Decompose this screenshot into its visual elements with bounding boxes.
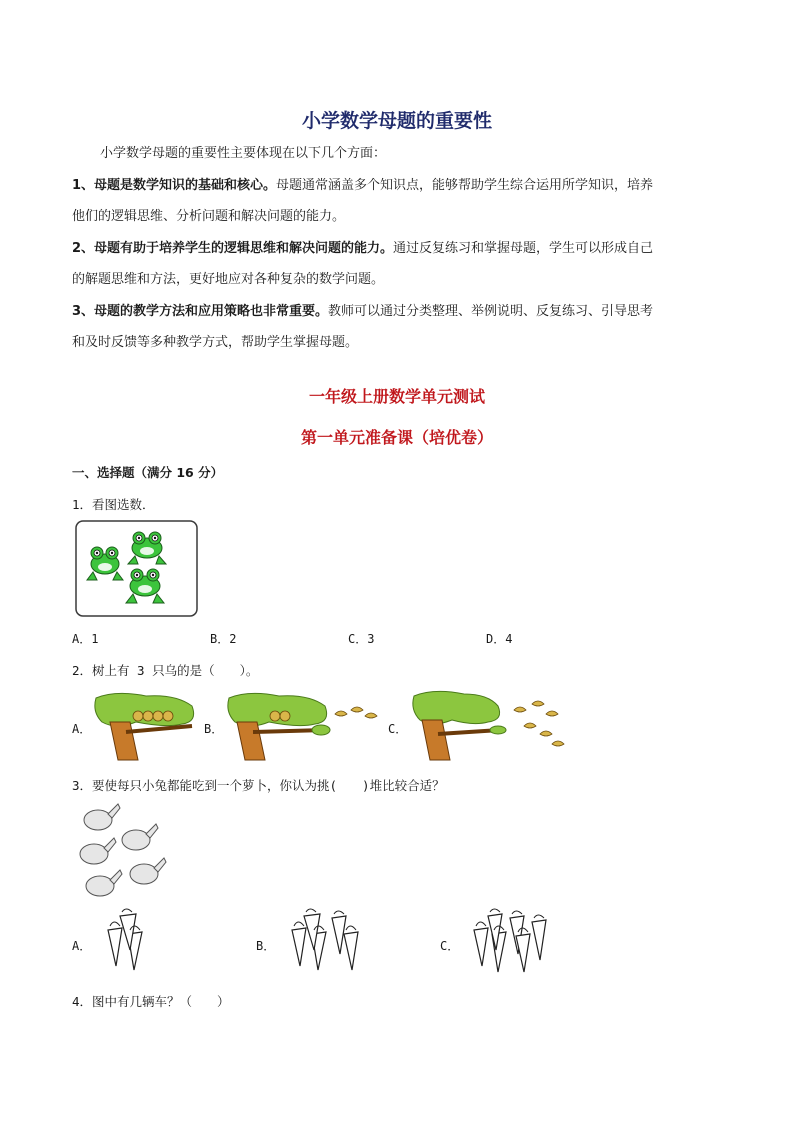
tree-with-birds-icon bbox=[229, 692, 379, 760]
q3-option-c[interactable]: C． bbox=[440, 939, 460, 953]
carrots-picture-icon bbox=[460, 910, 554, 976]
point-2: 2、母题有助于培养学生的逻辑思维和解决问题的能力。通过反复练习和掌握母题，学生可以形成自己 的解题思维和方法，更好地应对各种复杂的数学问题。 bbox=[72, 241, 654, 287]
question-1-stem: 1．看图选数． bbox=[72, 497, 155, 512]
carrots-picture-icon bbox=[278, 910, 362, 974]
q3-option-a[interactable]: A． bbox=[72, 939, 92, 953]
point-1: 1、母题是数学知识的基础和核心。母题通常涵盖多个知识点，能够帮助学生综合运用所学知识，培养 他们的逻辑思维、分析问题和解决问题的能力。 bbox=[72, 178, 654, 224]
tree-with-birds-icon bbox=[414, 690, 564, 760]
frogs-picture-icon bbox=[75, 520, 199, 618]
question-4-stem: 4．图中有几辆车？（ ） bbox=[72, 994, 230, 1009]
q2-option-a[interactable]: A． bbox=[72, 722, 92, 736]
q2-option-c[interactable]: C． bbox=[388, 722, 408, 736]
tree-with-birds-icon bbox=[96, 692, 198, 760]
question-3-stem: 3．要使每只小兔都能吃到一个萝卜，你认为挑( )堆比较合适？ bbox=[72, 778, 445, 793]
carrots-picture-icon bbox=[94, 910, 154, 974]
q1-option-d[interactable]: D．4 bbox=[486, 632, 513, 646]
q3-option-b[interactable]: B． bbox=[256, 939, 276, 953]
q1-option-a[interactable]: A．1 bbox=[72, 632, 99, 646]
question-2-stem: 2．树上有 3 只乌的是（ ）。 bbox=[72, 663, 259, 678]
test-subtitle: 第一单元准备课（培优卷） bbox=[300, 428, 493, 447]
q2-option-b[interactable]: B． bbox=[204, 722, 224, 736]
q1-option-b[interactable]: B．2 bbox=[210, 632, 237, 646]
intro-lead: 小学数学母题的重要性主要体现在以下几个方面： bbox=[100, 146, 387, 161]
section-heading: 一、选择题（满分 16 分） bbox=[72, 465, 224, 480]
point-3: 3、母题的教学方法和应用策略也非常重要。教师可以通过分类整理、举例说明、反复练习、引导思考 和及时反馈等多种教学方式，帮助学生掌握母题。 bbox=[72, 304, 654, 350]
q1-option-c[interactable]: C．3 bbox=[348, 632, 375, 646]
rabbits-picture-icon bbox=[74, 802, 178, 898]
page-title: 小学数学母题的重要性 bbox=[301, 110, 492, 132]
test-title: 一年级上册数学单元测试 bbox=[308, 387, 485, 406]
